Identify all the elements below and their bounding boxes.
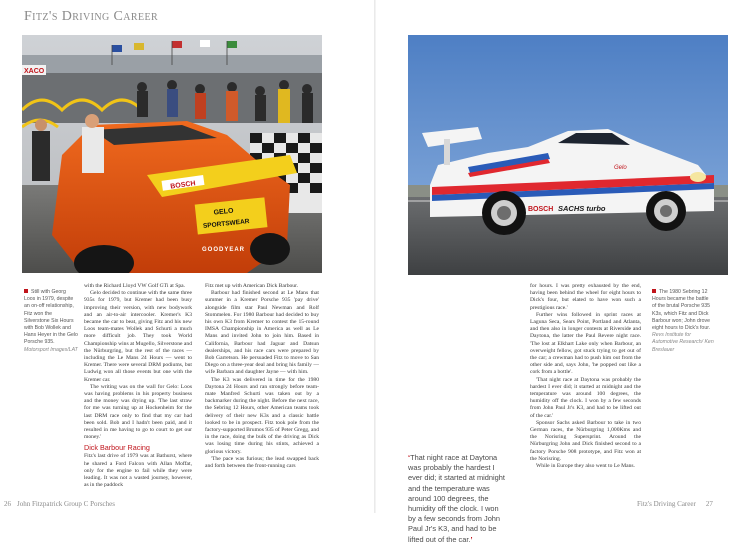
pull-quote (408, 453, 508, 545)
open-quote-mark: ‘ (408, 453, 411, 462)
text-column-3 (530, 283, 641, 497)
pull-quote-text: That night race at Daytona was probably the hardest I ever did; it started at midnight and the temperature was around 100 degrees, the humidity off the clock. I won by a few seconds from John Paul Jr's K3, and had to be lifted out of the car. (408, 453, 505, 544)
running-footer-right: Fitz's Driving Career (637, 500, 696, 508)
col3-paragraph: for hours. I was pretty exhausted by the end, having been behind the wheel for eight hours to Dick's four, but elated to have won such a prestigious race.' (530, 283, 641, 311)
col3-paragraph: Sponsor Sachs asked Barbour to take in two German races, the Nürburgring 1,000Kms and the Norisring Supersprint. Around the Nürburgring John and Dick finished second to a factory Porsche 908 prototype, and Fitz won at the Norisring. (530, 419, 641, 462)
footer-left (4, 500, 115, 508)
xaco-sign: XACO (24, 68, 45, 75)
page-number-left: 26 (4, 500, 11, 508)
col3-paragraph: Further wins followed in sprint races at Laguna Seca, Sears Point, Portland and Atlanta, and then also in longer contests at Riverside and Daytona, the latter the Paul Revere night race. 'The lost at Elkhart Lake only when Barbour, an overweight fellow, got stuck trying to get out of the car; a crewman had to push him out from the other side and, says John, 'he popped out like a cork from a bottle'. (530, 311, 641, 376)
col2-paragraph: 'The pace was furious; the lead swapped back and forth between the front-running cars (205, 455, 319, 470)
col2-paragraph: Fitz met up with American Dick Barbour. (205, 283, 299, 289)
sportswear-decal: SPORTSWEAR (202, 218, 250, 230)
col3-paragraph: 'That night race at Daytona was probably the hardest I ever did; it started at midnight and the temperature was around 100 degrees, the humidity off the clock. I won by a few seconds from John Paul Jr's K3, and had to be lifted out of the car.' (530, 376, 641, 419)
page-gutter (374, 0, 376, 513)
col2-paragraph: Barbour had finished second at Le Mans that summer in a Kremer Porsche 935 'pay drive' alongside film star Paul Newman and Rolf Stommelen. For 1980 Barbour had decided to buy his own K3 from Kremer to contest the 15-round IMSA Championship in America as well as Le Mans and invited John to join him. Based in California, Barbour had Jaguar and Datsun dealerships, and his race cars were prepared by Bob Garretson. He persuaded Fitz to move to San Diego on a three-year deal and bring his family — wife Barbara and daughter Jayne — with him. (205, 290, 319, 376)
caption-text: Still with Georg Loos in 1979, despite an on-off relationship, Fitz won the Silverstone Six Hours with Bob Wollek and Hans Heyer in the Gelo Porsche 935. (24, 289, 78, 346)
right-photo (408, 35, 728, 275)
goodyear-decal: GOODYEAR (202, 247, 246, 253)
section-heading: Dick Barbour Racing (84, 443, 150, 453)
photo-caption-left (24, 289, 78, 354)
col2-paragraph: The K3 was delivered in time for the 1980 Daytona 24 Hours and ran strongly before team-mate Manfred Schurti was taken out by a backmarker during the night. Before the next race, the Sebring 12 Hours, other American teams took delivery of their new K3s and a classic battle looked to be in prospect. Fitz took pole from the factory-supported Brumos 935 of Peter Gregg, and in the race, doing the bulk of the driving as Dick was losing time during his stints, achieved a glorious victory. (205, 376, 319, 455)
close-quote-mark: ’ (470, 534, 473, 544)
caption-credit: Motorsport Images/LAT (24, 346, 78, 353)
col1-paragraph: The writing was on the wall for Gelo: Loos was having problems in his property business and the money was drying up. 'The last straw for me was turning up at Hockenheim for the last DRM race only to find that my car had been sold. Bob and I hadn't been paid, and it resulted in me having to go to court to get our money.' (84, 383, 192, 441)
caption-text: The 1980 Sebring 12 Hours became the battle of the brutal Porsche 935 K3s, which Fitz and Dick Barbour won; John drove eight hours to Dick's four. (652, 289, 711, 332)
bosch-car-decal: BOSCH (528, 206, 554, 213)
col1-paragraph: with the Richard Lloyd VW Golf GTi at Spa. (84, 283, 186, 289)
gelo-car-decal: Gelo (614, 165, 627, 171)
text-column-2 (205, 283, 319, 497)
sachs-decal: SACHS turbo (558, 204, 606, 213)
page-number-right: 27 (705, 500, 713, 508)
col1-paragraph: Gelo decided to continue with the same three 935s for 1979, but Kremer had been busy improving their version, with new bodywork and an air-to-air intercooler. Kremer's K3 became the car to beat, giving Fitz and his new Loos team-mates Wollek and Schurti a much more difficult job. They took World Championship wins at Mugello, Silverstone and the Nürburgring, but the rest of the races — including the Le Mans 24 Hours — went to Kremer. There were several DRM podiums, but Ludwig won all those events but one with the Kremer car. (84, 290, 192, 383)
bosch-decal: BOSCH (169, 180, 196, 191)
caption-marker-icon (652, 289, 656, 293)
running-footer-left: John Fitzpatrick Group C Porsches (17, 500, 115, 508)
footer-right (637, 500, 713, 508)
gelo-decal: GELO (213, 207, 234, 217)
col3-paragraph: While in Europe they also went to Le Mans. (536, 463, 635, 470)
col1-paragraph: Fitz's last drive of 1979 was at Bathurst, where he shared a Ford Falcon with Allan Moffat, only for the engine to fail while they were leading. It was not a wasted journey, however, as in the paddock (84, 453, 192, 489)
caption-marker-icon (24, 289, 28, 293)
photo-caption-right (652, 289, 714, 354)
left-photo (22, 35, 322, 273)
page-header: Fitz's Driving Career (24, 9, 159, 24)
caption-credit: Revs Institute for Automotive Research/ Ken Breslauer (652, 332, 714, 353)
text-column-1 (84, 283, 192, 497)
